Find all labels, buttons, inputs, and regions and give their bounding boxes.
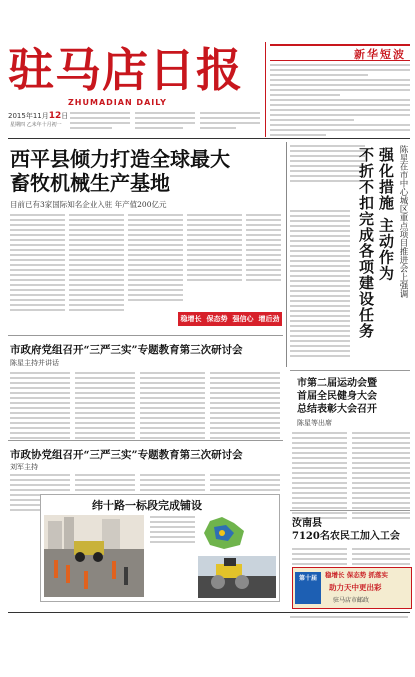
story4-headline-line1: 市第二届运动会暨	[297, 378, 377, 389]
masthead-title: 驻马店日报	[8, 43, 243, 97]
story5-rule	[290, 510, 410, 511]
story5-body-1	[292, 548, 347, 568]
lead-body-col-3	[128, 214, 183, 304]
side-body-lower	[290, 210, 350, 360]
slogan-word-4: 增后劲	[258, 315, 280, 323]
photo-caption	[150, 516, 195, 546]
briefs-title-bar	[270, 44, 410, 61]
story3-byline: 刘军主持	[10, 463, 38, 471]
masthead-divider	[265, 42, 266, 137]
story2-rule	[8, 335, 283, 336]
masthead-subtitle: ZHUMADIAN DAILY	[68, 98, 167, 107]
side-body	[290, 145, 365, 185]
side-divider	[286, 142, 287, 367]
lead-body-col-2	[69, 214, 124, 314]
date-suffix: 日	[61, 112, 69, 120]
story3-rule	[8, 440, 283, 441]
ad-box	[292, 567, 412, 609]
story4-body-2	[352, 432, 410, 522]
ad-tag: 第十届	[295, 572, 321, 604]
story4-byline: 陈星等出席	[297, 419, 332, 427]
story2-body-1	[10, 372, 70, 442]
lead-headline-line1: 西平县倾力打造全球最大	[10, 147, 230, 171]
story5-headline	[292, 517, 410, 543]
story5-body-2	[352, 548, 410, 568]
lead-subhead: 目前已有3家国际知名企业入驻 年产值200亿元	[10, 200, 167, 209]
photo-road-roller	[198, 556, 276, 598]
story4-body-1	[292, 432, 347, 522]
lead-headline	[10, 147, 280, 195]
story2-headline: 市政府党组召开“三严三实”专题教育第三次研讨会	[10, 344, 243, 356]
footer-info	[290, 616, 408, 621]
story4-rule	[290, 370, 410, 371]
lead-body-col-5	[246, 214, 281, 284]
briefs-title: 新华短波	[354, 48, 406, 61]
photo-story-title: 纬十路一标段完成铺设	[92, 499, 202, 512]
slogan-banner	[178, 312, 282, 326]
story4-headline-line2: 首届全民健身大会	[297, 391, 377, 402]
photo-construction-left	[44, 515, 144, 597]
top-rule	[8, 138, 410, 139]
story5-headline-line2: 7120名农民工加入工会	[292, 531, 400, 542]
ad-line1: 稳增长 保态势 抓落实	[325, 571, 389, 579]
masthead-info-block-1	[70, 112, 130, 132]
lead-body-col-1	[10, 214, 65, 314]
briefs-body	[270, 64, 410, 139]
slogan-word-2: 保态势	[206, 315, 228, 323]
side-headline-col1: 强化措施 主动作为	[377, 147, 395, 282]
route-map-graphic	[200, 513, 248, 553]
slogan-word-3: 强信心	[232, 315, 254, 323]
side-headline-col2: 不折不扣完成各项建设任务	[357, 147, 375, 339]
ad-line3: 驻马店市邮政	[333, 597, 370, 604]
story3-headline: 市政协党组召开“三严三实”专题教育第三次研讨会	[10, 449, 243, 461]
masthead-info-block-3	[200, 112, 260, 132]
date-info: 星期四 乙未年十月初一	[10, 122, 62, 128]
ad-line2: 助力天中更出彩	[329, 583, 382, 592]
lead-headline-line2: 畜牧机械生产基地	[10, 171, 170, 195]
story5-headline-line1: 汝南县	[292, 518, 322, 529]
side-kicker: 陈星在市中心城区重点项目推进会上强调	[398, 145, 408, 298]
date-prefix: 2015年11月	[8, 112, 49, 120]
story2-byline: 陈星主持并讲话	[10, 359, 59, 367]
story4-headline	[297, 377, 409, 416]
story4-headline-line3: 总结表彰大会召开	[297, 404, 377, 415]
date-line	[8, 111, 68, 121]
lead-body-col-4	[187, 214, 242, 284]
story2-body-3	[140, 372, 205, 442]
story2-body-4	[210, 372, 280, 442]
date-day: 12	[48, 111, 62, 121]
footer-rule	[8, 612, 410, 613]
story2-body-2	[75, 372, 135, 442]
slogan-word-1: 稳增长	[180, 315, 202, 323]
masthead-info-block-2	[135, 112, 195, 132]
